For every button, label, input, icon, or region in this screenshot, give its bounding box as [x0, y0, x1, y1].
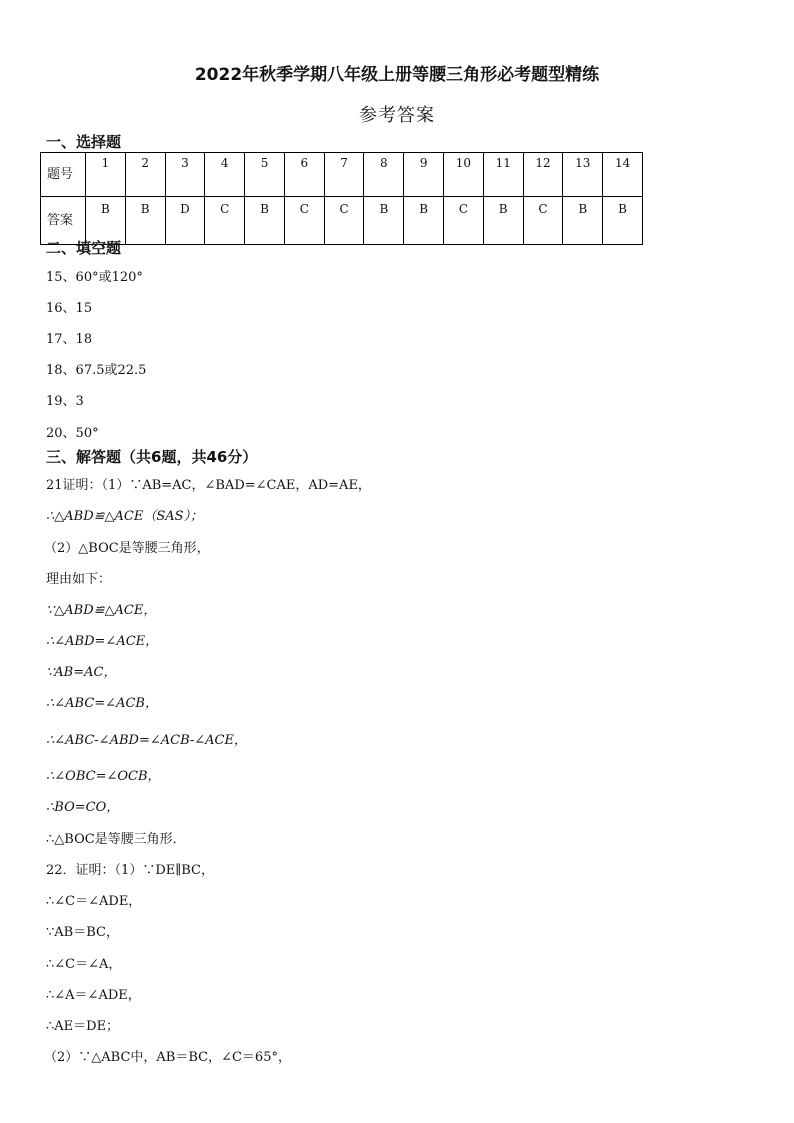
- question-number: 9: [404, 153, 444, 197]
- question-number: 12: [523, 153, 563, 197]
- question-number: 14: [603, 153, 643, 197]
- answer-cell: B: [563, 197, 603, 245]
- solution-line: ∴∠ABD=∠ACE，: [46, 634, 159, 649]
- solution-line: ∵AB＝BC，: [46, 925, 119, 940]
- solution-line: ∴BO=CO，: [46, 800, 120, 815]
- section-heading-fill: 二、填空题: [46, 239, 122, 257]
- answer-table-number-row: [41, 153, 643, 197]
- fill-answer-line: 18、67.5或22.5: [46, 363, 147, 378]
- solution-line: 理由如下：: [46, 572, 112, 587]
- question-number: 4: [205, 153, 245, 197]
- row-header-answer: 答案: [41, 197, 86, 245]
- question-number: 5: [245, 153, 285, 197]
- section-heading-solutions: 三、解答题（共6题，共46分）: [46, 448, 258, 466]
- answer-cell: C: [284, 197, 324, 245]
- fill-answer-line: 16、15: [46, 301, 93, 316]
- page-title: 2022年秋季学期八年级上册等腰三角形必考题型精练: [194, 65, 600, 85]
- solution-line: ∴AE＝DE；: [46, 1019, 120, 1034]
- answer-cell: C: [523, 197, 563, 245]
- question-number: 10: [444, 153, 484, 197]
- solution-line: ∴∠C＝∠ADE，: [46, 894, 142, 909]
- solution-line: 22．证明：（1）∵DE∥BC，: [46, 863, 214, 878]
- question-number: 3: [165, 153, 205, 197]
- fill-answer-line: 20、50°: [46, 426, 99, 441]
- question-number: 8: [364, 153, 404, 197]
- solution-line: ∴△ABD≌△ACE（SAS）；: [46, 509, 204, 524]
- solution-line: ∵△ABD≌△ACE，: [46, 603, 157, 618]
- answer-cell: B: [125, 197, 165, 245]
- answer-cell: B: [364, 197, 404, 245]
- solution-line: ∵AB=AC，: [46, 665, 117, 680]
- answer-table: [40, 152, 643, 245]
- answer-cell: C: [205, 197, 245, 245]
- solution-line: ∴∠A＝∠ADE，: [46, 988, 141, 1003]
- solution-line: ∴△BOC是等腰三角形．: [46, 832, 186, 847]
- answer-cell: C: [324, 197, 364, 245]
- question-number: 13: [563, 153, 603, 197]
- page-subtitle: 参考答案: [359, 105, 435, 126]
- question-number: 6: [284, 153, 324, 197]
- answer-cell: B: [483, 197, 523, 245]
- fill-answer-line: 19、3: [46, 394, 84, 409]
- row-header-number: 题号: [41, 153, 86, 197]
- solution-line: ∴∠ABC=∠ACB，: [46, 696, 158, 711]
- question-number: 11: [483, 153, 523, 197]
- question-number: 7: [324, 153, 364, 197]
- solution-line: ∴∠C＝∠A，: [46, 957, 122, 972]
- answer-cell: B: [603, 197, 643, 245]
- answer-table-answer-row: [41, 197, 643, 245]
- answer-cell: B: [86, 197, 126, 245]
- solution-line: ∴∠ABC-∠ABD=∠ACB-∠ACE，: [46, 733, 247, 748]
- question-number: 2: [125, 153, 165, 197]
- fill-answer-line: 17、18: [46, 332, 93, 347]
- fill-answer-line: 15、60°或120°: [46, 270, 143, 285]
- answer-cell: B: [404, 197, 444, 245]
- solution-line: ∴∠OBC=∠OCB，: [46, 769, 161, 784]
- answer-cell: D: [165, 197, 205, 245]
- solution-line: （2）∵△ABC中，AB＝BC，∠C＝65°，: [44, 1050, 291, 1065]
- question-number: 1: [86, 153, 126, 197]
- section-heading-choice: 一、选择题: [46, 133, 122, 151]
- solution-line: （2）△BOC是等腰三角形，: [44, 541, 210, 556]
- answer-cell: B: [245, 197, 285, 245]
- solution-line: 21证明：（1）∵AB=AC，∠BAD=∠CAE，AD=AE，: [46, 478, 371, 493]
- answer-cell: C: [444, 197, 484, 245]
